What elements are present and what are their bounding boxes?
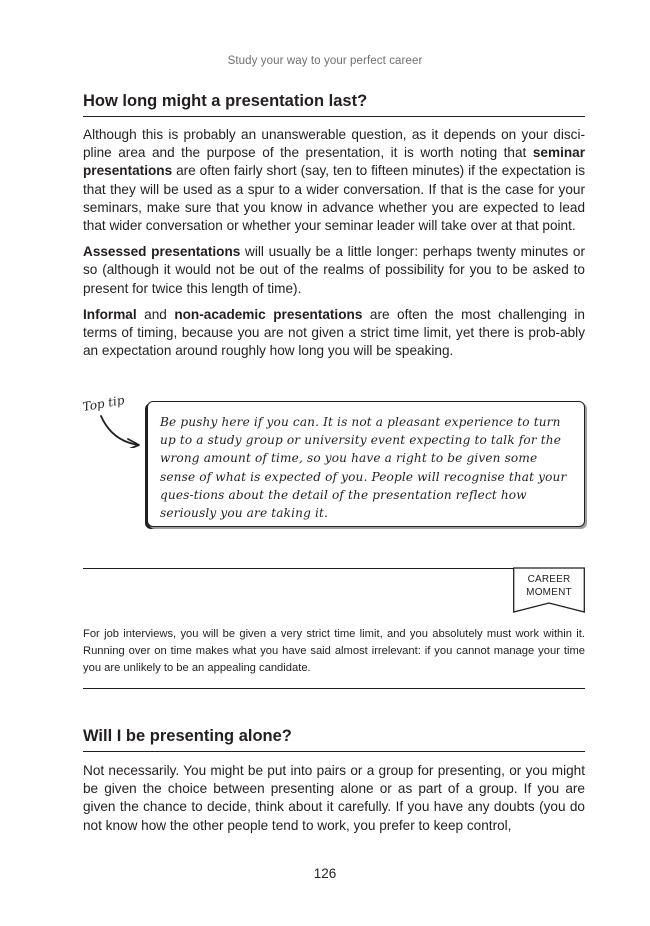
section-body-presentation-length (83, 126, 585, 368)
paragraph-text: are often fairly short (say, ten to fifteen minutes) if the expectation is that they will be used as a spur to a wider conversation. If that is the case for your seminars, make sure that you know in advance whether you are expected to lead that wider conversation or whether your seminar leader will take over at that point. (83, 163, 585, 234)
career-moment-bottom-rule (83, 688, 585, 689)
running-head: Study your way to your perfect career (227, 55, 423, 67)
paragraph-text: are often the most challenging in terms of timing, because you are not given a strict time limit, yet there is prob-ably an expectation around roughly how long you will be speaking. (83, 306, 585, 359)
career-moment-label-line2: MOMENT (526, 586, 572, 598)
career-moment-text: For job interviews, you will be given a very strict time limit, and you absolutely must work within it. Running over on time makes what you have said almost irrelevant: if you cannot manage your time you are unlikely to be an appealing candidate. (83, 628, 585, 674)
page-number: 126 (313, 866, 337, 881)
career-moment-top-rule (83, 568, 585, 569)
career-moment-label-line1: CAREER (527, 574, 571, 585)
paragraph-seminar-presentations (83, 126, 585, 235)
section-body-presenting-alone (83, 762, 585, 843)
top-tip-label: Top tip (81, 392, 126, 414)
paragraph-text: and (136, 306, 175, 322)
career-moment-badge (513, 567, 585, 613)
paragraph-assessed-presentations (83, 243, 585, 298)
career-moment-label (513, 574, 585, 599)
top-tip-text: Be pushy here if you can. It is not a pleasant experience to turn up to a study group or university event expecting to talk for the wrong amount of time, so you have a right to be given some sense of what is expected of you. People will recognise that your ques-tions about the detail of the presentation reflect how seriously you are taking it. (160, 415, 567, 521)
section-heading-presentation-length: How long might a presentation last? (83, 92, 585, 117)
paragraph-not-necessarily: Not necessarily. You might be put into pairs or a group for presenting, or you might be given the choice between presenting alone or as part of a group. If you are given the chance to decide, think about it carefully. If you have any doubts (you do not know how the other people tend to work, you prefer to keep control, (83, 763, 585, 833)
bold-term-informal: Informal (83, 306, 137, 322)
bold-term-seminar-presentations: seminar presentations (83, 145, 585, 179)
bold-term-non-academic-presentations: non-academic presentations (174, 306, 363, 322)
top-tip-box (147, 401, 585, 527)
paragraph-text: Although this is probably an unanswerable question, as it depends on your disci-pline area and the purpose of the presentation, it is worth noting that (83, 127, 585, 161)
section-heading-presenting-alone: Will I be presenting alone? (83, 727, 585, 752)
bold-term-assessed-presentations: Assessed presentations (83, 244, 241, 260)
curved-arrow-icon (98, 412, 148, 448)
paragraph-text: will usually be a little longer: perhaps twenty minutes or so (although it would not be out of the realms of possibility for you to be asked to present for twice this length of time). (83, 244, 585, 296)
paragraph-informal-presentations (83, 306, 585, 361)
